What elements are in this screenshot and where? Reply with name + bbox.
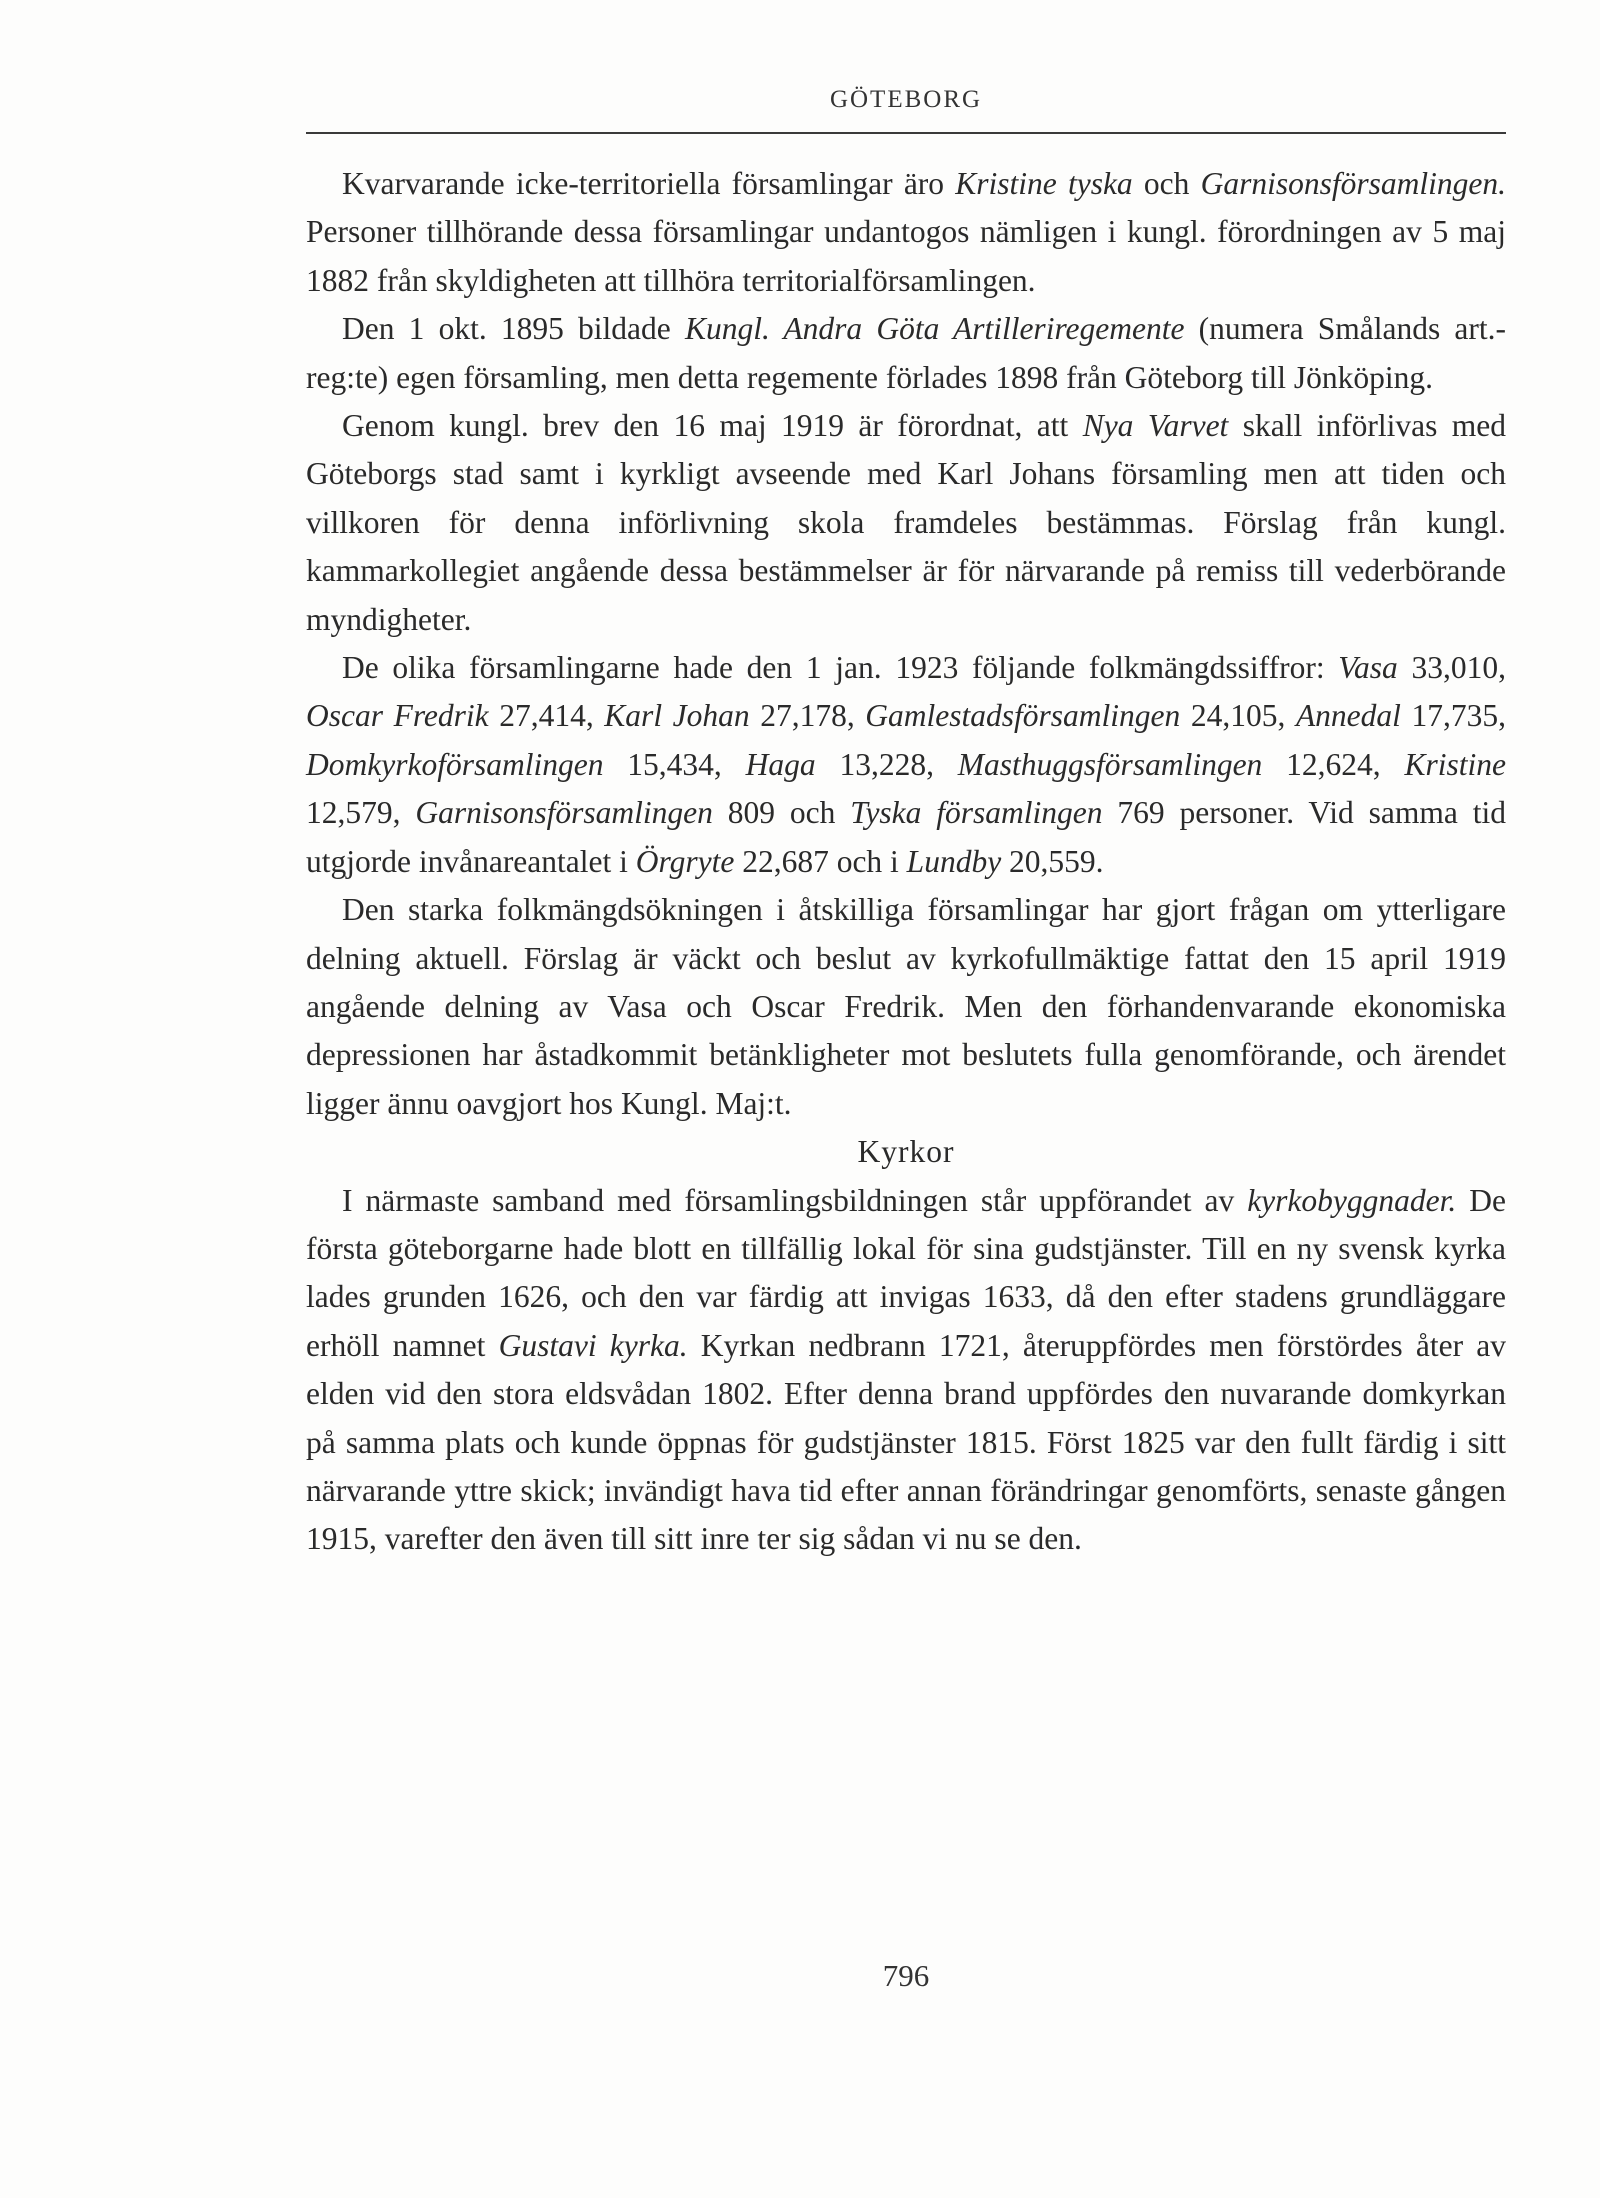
italic-term: Garnisonsförsamlingen — [415, 795, 713, 831]
text-run: Kyrkan nedbrann 1721, återuppfördes men förstördes åter av elden vid den stora eldsvådan 1802. Efter denna brand uppfördes den nuvarande domkyrkan på samma plats och kunde öppnas för gudstjänster 1815. Först 1825 var den fullt färdig i sitt närvarande yttre skick; invändigt hava tid efter annan förändringar genomförts, senaste gången 1915, varefter den även till sitt inre ter sig sådan vi nu se den. — [306, 1327, 1506, 1557]
paragraph — [306, 402, 1506, 644]
italic-term: Masthuggsförsamlingen — [957, 746, 1263, 782]
text-run: 24,105, — [1180, 698, 1296, 734]
text-run: och — [1132, 166, 1201, 201]
paragraph — [306, 1177, 1506, 1564]
section-heading: Kyrkor — [857, 1134, 955, 1170]
text-run: 809 och — [712, 795, 851, 831]
paragraph — [306, 644, 1506, 886]
text-run: 27,414, — [488, 698, 605, 734]
text-run: 27,178, — [749, 698, 866, 734]
text-run: 769 personer. Vid samma tid utgjorde invånareantalet i — [306, 795, 1507, 879]
italic-term: Haga — [745, 746, 816, 782]
italic-term: Karl Johan — [604, 698, 750, 734]
italic-term: Tyska församlingen — [850, 795, 1103, 831]
text-run: I närmaste samband med församlingsbildningen står uppförandet av — [342, 1182, 1248, 1218]
italic-term: Gustavi kyrka. — [498, 1327, 688, 1363]
text-run: 12,624, — [1262, 746, 1405, 782]
italic-term: Lundby — [906, 843, 1002, 879]
page-number: 796 — [882, 1958, 930, 1993]
text-run: Den starka folkmängdsökningen i åtskilliga församlingar har gjort frågan om ytterligare delning aktuell. Förslag är väckt och beslut av kyrkofullmäktige fattat den 15 april 1919 angående delning av Vasa och Oscar Fredrik. Men den förhandenvarande ekonomiska depressionen har åstadkommit betänkligheter mot beslutets fulla genomförande, och ärendet ligger ännu oavgjort hos Kungl. Maj:t. — [306, 892, 1506, 1121]
body-text — [306, 160, 1506, 1564]
running-header: GÖTEBORG — [829, 86, 983, 113]
paragraph — [306, 160, 1506, 305]
paragraph — [306, 886, 1506, 1128]
text-run: (numera Smålands art.-reg:te) egen församling, men detta regemente förlades 1898 från Göteborg till Jönköping. — [306, 311, 1507, 395]
text-run: 12,579, — [306, 795, 416, 831]
italic-term: Kristine — [1404, 746, 1506, 782]
text-run: 15,434, — [603, 746, 746, 782]
text-run: Personer tillhörande dessa församlingar undantogos nämligen i kungl. förordningen av 5 maj 1882 från skyldigheten att tillhöra territorialförsamlingen. — [306, 214, 1506, 298]
italic-term: Garnisonsförsamlingen. — [1200, 166, 1506, 201]
italic-term: Oscar Fredrik — [306, 698, 489, 734]
italic-term: Nya Varvet — [1082, 408, 1229, 444]
italic-term: Örgryte — [635, 843, 735, 879]
text-run: De olika församlingarne hade den 1 jan. 1923 följande folkmängdssiffror: — [342, 650, 1339, 686]
text-run: Den 1 okt. 1895 bildade — [342, 311, 685, 347]
text-run: 17,735, — [1400, 698, 1506, 734]
italic-term: Annedal — [1295, 698, 1401, 734]
italic-term: Gamlestadsförsamlingen — [865, 698, 1181, 734]
italic-term: Kungl. Andra Göta Artilleriregemente — [684, 311, 1185, 347]
italic-term: kyrkobyggnader. — [1247, 1182, 1457, 1218]
text-run: skall införlivas med Göteborgs stad samt i kyrkligt avseende med Karl Johans församling men att tiden och villkoren för denna införlivning skola framdeles bestämmas. Förslag från kungl. kammarkollegiet angående dessa bestämmelser är för närvarande på remiss till vederbörande myndigheter. — [306, 408, 1506, 637]
text-run: Kvarvarande icke-territoriella församlingar äro — [342, 166, 956, 201]
text-run: 20,559. — [1001, 843, 1104, 879]
italic-term: Domkyrkoförsamlingen — [306, 746, 604, 782]
text-run: 33,010, — [1397, 650, 1506, 686]
italic-term: Vasa — [1338, 650, 1398, 686]
text-run: De första göteborgarne hade blott en tillfällig lokal för sina gudstjänster. Till en ny svensk kyrka lades grunden 1626, och den var färdig att invigas 1633, då den efter stadens grundläggare erhöll namnet — [306, 1182, 1506, 1363]
italic-term: Kristine tyska — [955, 166, 1133, 201]
text-run: Genom kungl. brev den 16 maj 1919 är förordnat, att — [342, 408, 1083, 444]
text-run: 22,687 och i — [734, 843, 907, 879]
header-rule — [306, 132, 1506, 134]
paragraph — [306, 305, 1506, 402]
text-run: 13,228, — [815, 746, 958, 782]
